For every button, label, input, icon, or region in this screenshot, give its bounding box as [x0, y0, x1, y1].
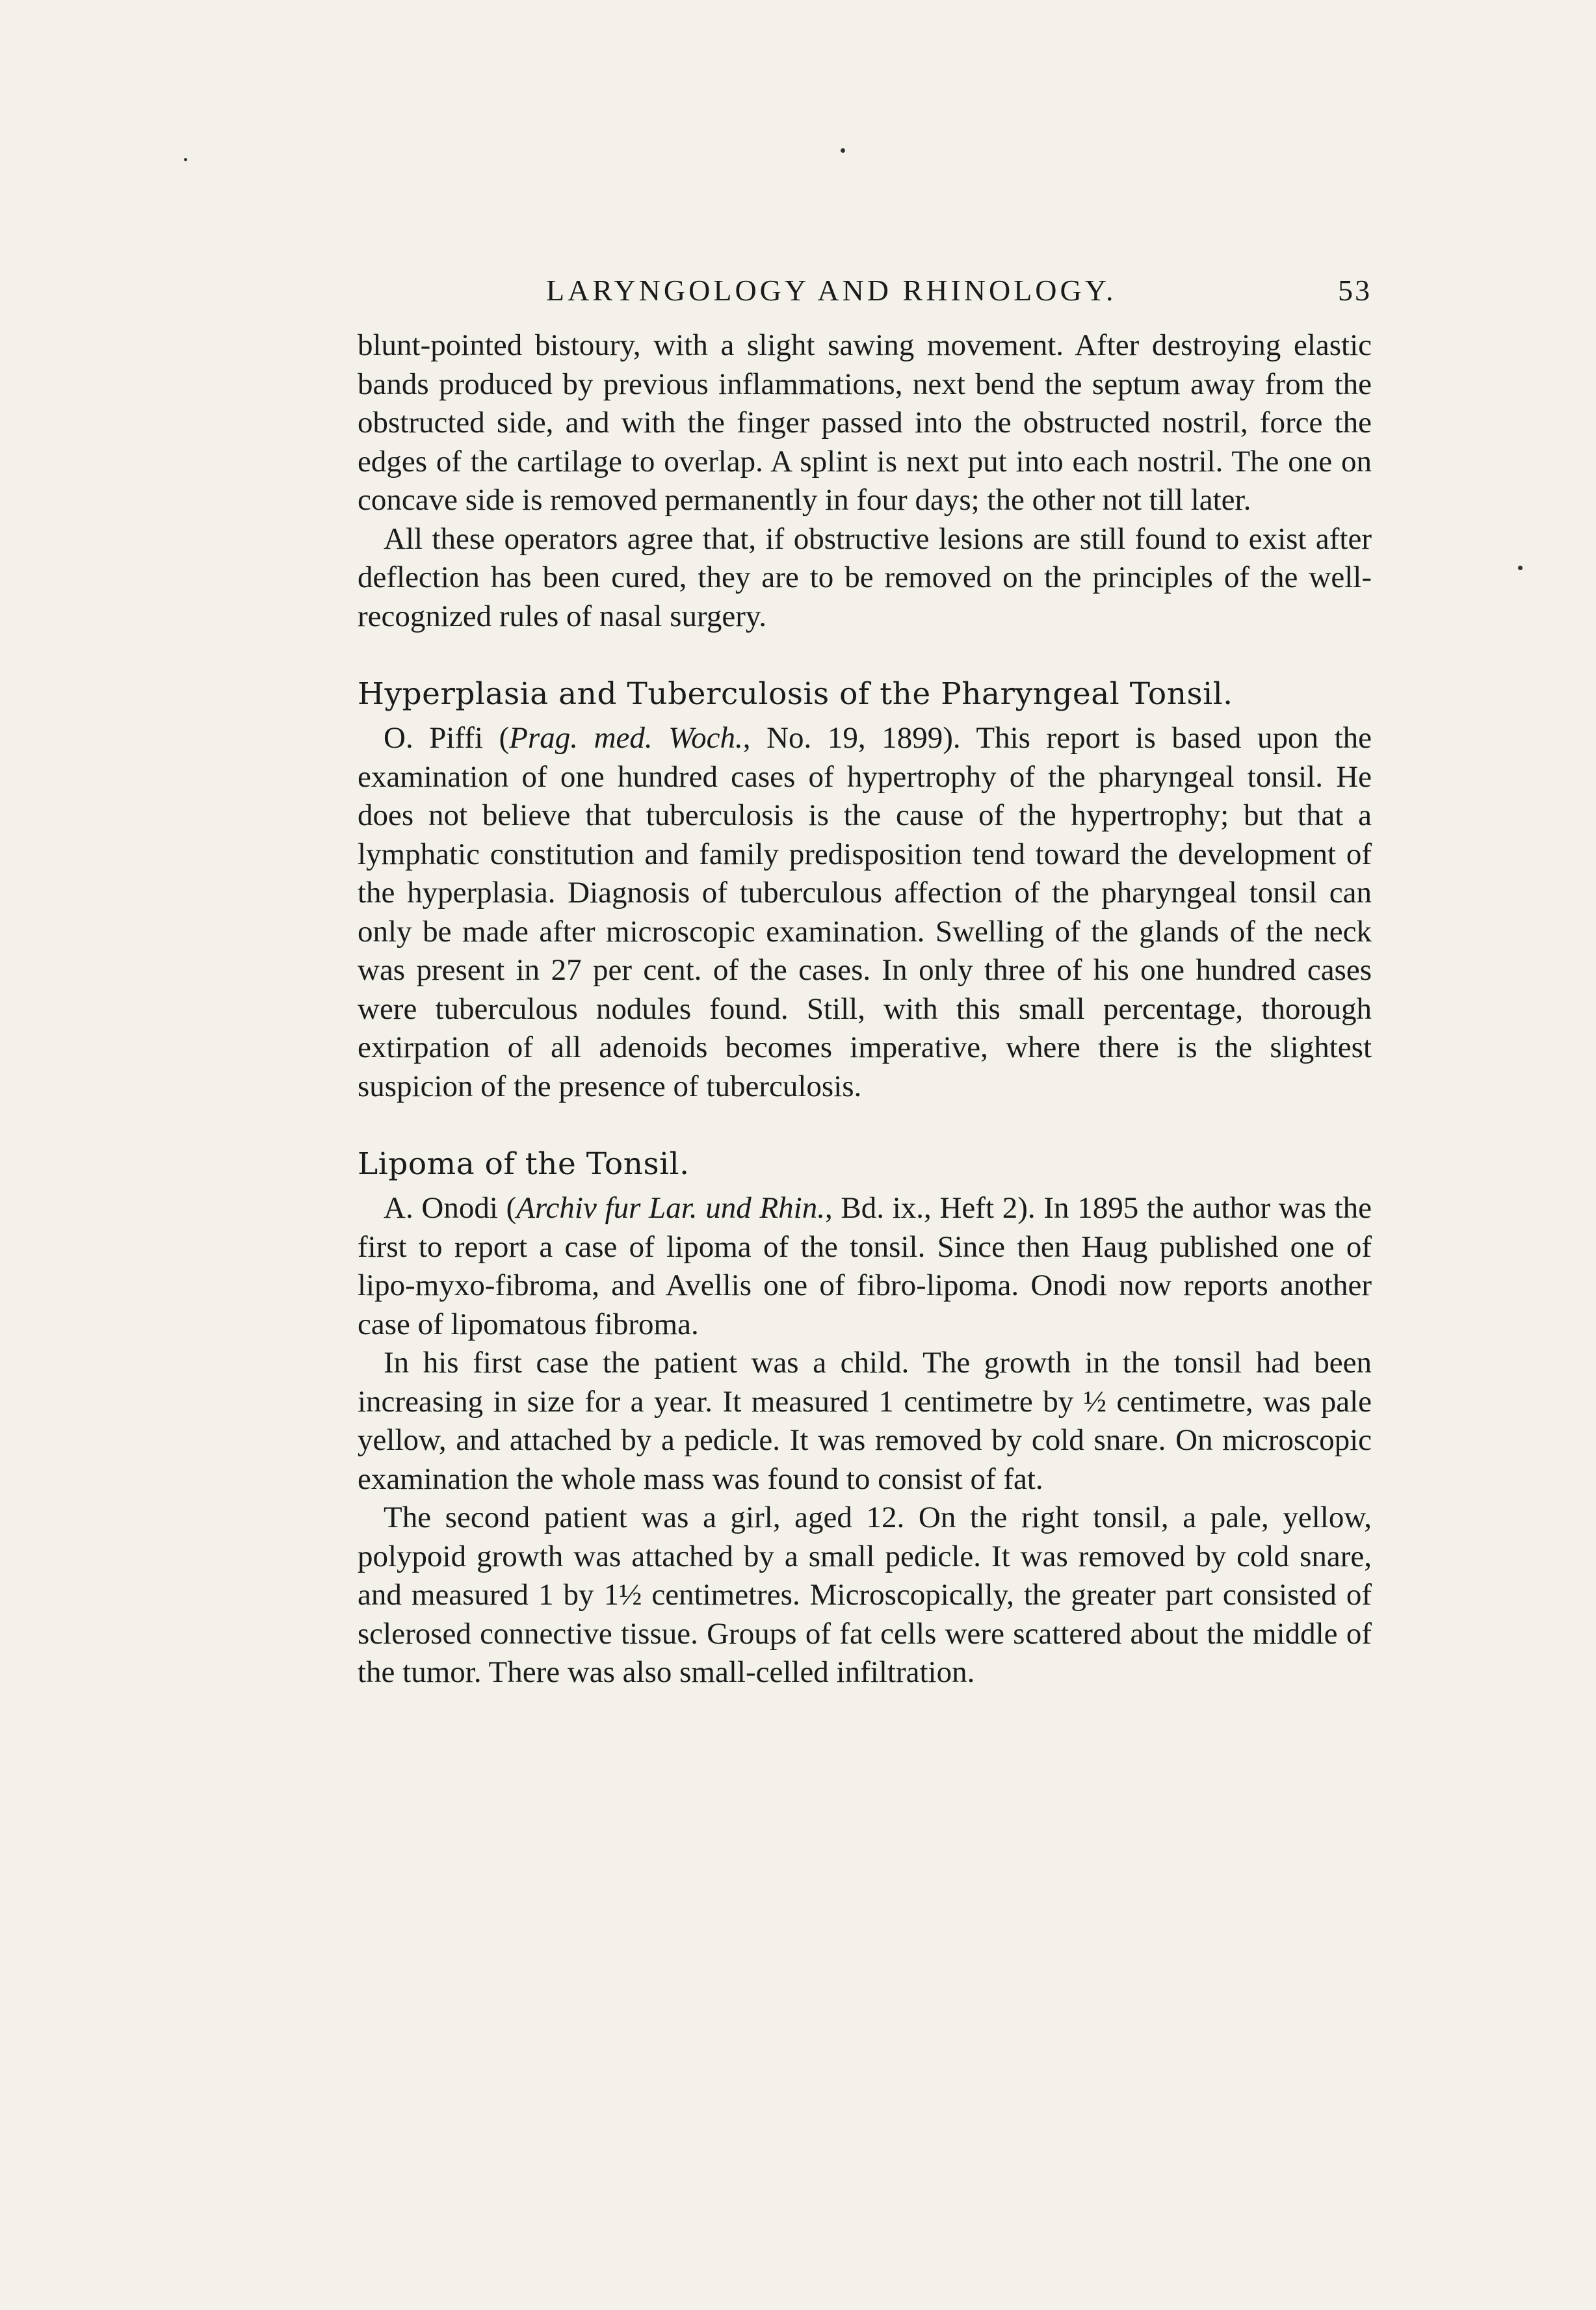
body-paragraph: The second patient was a girl, aged 12. On the right tonsil, a pale, yellow, polypoid growth was attached by a small pedicle. It was removed by cold snare, and measured 1 by 1½ centimetres. Microscopically, the greater part consisted of sclerosed connective tissue. Groups of fat cells were scattered about the middle of the tumor. There was also small-celled infiltration. [358, 1501, 1372, 1689]
section-heading: Hyperplasia and Tuberculosis of the Pharyngeal Tonsil. [358, 676, 1233, 712]
section-heading: Lipoma of the Tonsil. [358, 1146, 690, 1182]
section-paragraph [358, 1189, 1372, 1344]
speck-mark [841, 148, 845, 153]
citation-author: A. Onodi ( [384, 1191, 517, 1225]
book-page [358, 273, 1372, 1692]
body-paragraph: In his first case the patient was a child. The growth in the tonsil had been increasing in size for a year. It measured 1 centimetre by ½ centimetre, was pale yellow, and attached by a pedicle. It was removed by cold snare. On microscopic examination the whole mass was found to consist of fat. [358, 1346, 1372, 1496]
speck-mark [1518, 566, 1523, 570]
section-body: This report is based upon the examination of one hundred cases of hypertrophy of the pharyngeal tonsil. He does not believe that tuberculosis is the cause of the hypertrophy; but that a lymphatic constitution and family predisposition tend toward the development of the hyperplasia. Diagnosis of tuberculous affection of the pharyngeal tonsil can only be made after microscopic examination. Swelling of the glands of the neck was present in 27 per cent. of the cases. In only three of his one hundred cases were tuberculous nodules found. Still, with this small percentage, thorough extirpation of all adenoids becomes imperative, where there is the slightest suspicion of the presence of tuberculosis. [358, 721, 1372, 1103]
running-head-title: LARYNGOLOGY AND RHINOLOGY. [546, 274, 1117, 307]
body-paragraph: All these operators agree that, if obstructive lesions are still found to exist after deflection has been cured, they are to be removed on the principles of the well-recognized rules of nasal surgery. [358, 521, 1372, 633]
section-paragraph [358, 719, 1372, 1106]
citation-journal: Prag. med. Woch. [509, 721, 743, 755]
citation-ref: , Bd. ix., Heft 2). [824, 1191, 1036, 1225]
citation-author: O. Piffi ( [384, 721, 510, 755]
citation-journal: Archiv fur Lar. und Rhin. [516, 1191, 825, 1225]
section-body: In 1895 the author was the first to report a case of lipoma of the tonsil. Since then Haug published one of lipo-myxo-fibroma, and Avellis one of fibro-lipoma. Onodi now reports another case of lipomatous fibroma. [358, 1191, 1372, 1341]
speck-mark [184, 158, 187, 161]
body-paragraph: blunt-pointed bistoury, with a slight sawing movement. After destroying elastic bands produced by previous inflammations, next bend the septum away from the obstructed side, and with the finger passed into the obstructed nostril, force the edges of the cartilage to overlap. A splint is next put into each nostril. The one on concave side is removed permanently in four days; the other not till later. [358, 328, 1372, 517]
running-head [358, 273, 1372, 319]
page-number: 53 [1338, 274, 1372, 307]
citation-ref: , No. 19, 1899). [742, 721, 961, 755]
